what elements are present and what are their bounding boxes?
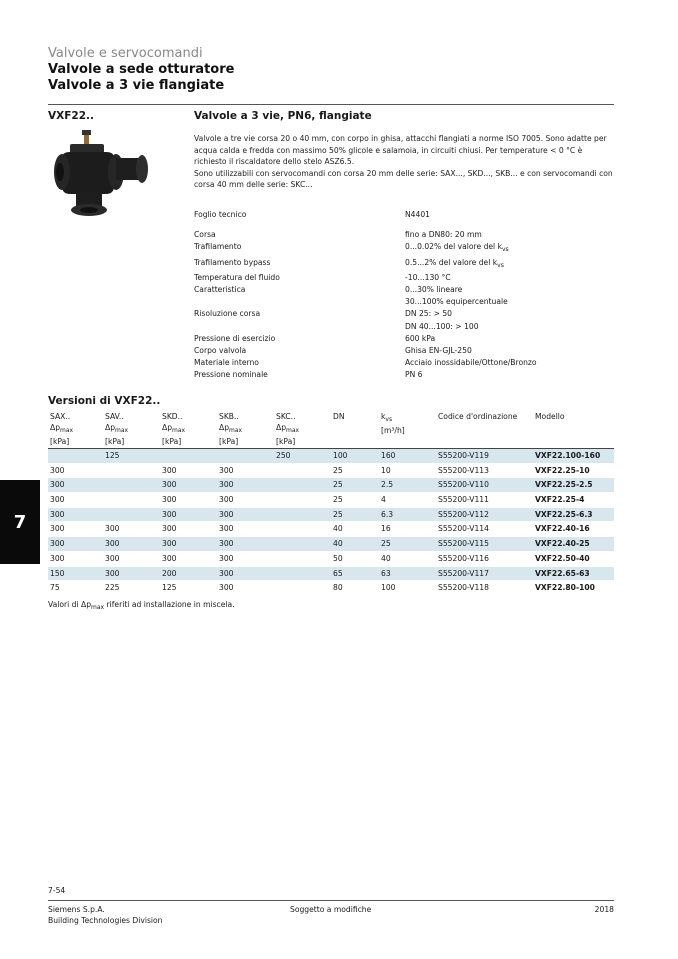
spec-value: DN 25: > 50 [405,309,453,319]
spec-row [194,333,614,345]
cell-dn: 25 [333,480,343,490]
cell-sav: 300 [105,568,120,578]
spec-label: Pressione nominale [194,370,268,380]
header-skd: SKD.. $\Delta p_{max}$ [kPa] [162,412,186,446]
cell-skc [276,493,333,507]
spec-value: Acciaio inossidabile/Ottone/Bronzo [405,358,537,368]
footer-divider [48,900,614,901]
cell-kvs: 63 [381,568,391,578]
spec-value: 0.5...2% del valore del $k_{vs}$ [405,257,504,269]
footer-company-name: Siemens S.p.A. [48,905,105,914]
cell-skd: 300 [162,553,177,563]
header-model: Modello [535,412,565,421]
cell-skc [276,478,333,492]
footer-company [48,905,163,926]
cell-sav: 225 [105,583,120,593]
cell-code: S55200-V114 [438,524,489,534]
header-divider [48,104,614,105]
cell-sax: 300 [50,480,65,490]
header-sav: SAV.. $\Delta p_{max}$ [kPa] [105,412,129,446]
cell-sax: 300 [50,495,65,505]
cell-code: S55200-V118 [438,583,489,593]
cell-kvs: 6.3 [381,509,394,519]
cell-skb [219,449,276,463]
cell-skd [162,449,219,463]
spec-value: 600 kPa [405,333,436,343]
table-row [48,537,614,552]
cell-skd: 200 [162,568,177,578]
cell-skc [276,522,333,536]
cell-kvs: 16 [381,524,391,534]
cell-sax: 150 [50,568,65,578]
spec-label: Corpo valvola [194,346,247,356]
cell-skb: 300 [219,583,234,593]
cell-dn: 25 [333,509,343,519]
cell-skd: 300 [162,495,177,505]
cell-sax: 300 [50,539,65,549]
cell-kvs: 160 [381,451,396,460]
cell-sav [105,464,162,478]
spec-row [194,296,614,308]
table-row [48,508,614,523]
chapter-tab: 7 [0,480,40,564]
cell-kvs: 40 [381,553,391,563]
spec-row [194,272,614,284]
cell-code: S55200-V113 [438,465,489,475]
spec-row [194,308,614,320]
spec-label: Trafilamento [194,242,242,252]
header-kvs: $k_{vs}$ [m³/h] [381,412,405,435]
cell-code: S55200-V119 [438,451,489,460]
cell-model: VXF22.65-63 [535,568,590,578]
page-header [48,46,614,94]
spec-list [194,209,614,382]
cell-sax: 300 [50,465,65,475]
cell-dn: 25 [333,495,343,505]
cell-skc [276,508,333,522]
header-order-code: Codice d'ordinazione [438,412,518,421]
spec-value: N4401 [405,210,431,219]
header-skc: SKC.. $\Delta p_{max}$ [kPa] [276,412,300,446]
cell-model: VXF22.25-2.5 [535,480,593,490]
cell-model: VXF22.50-40 [535,553,590,563]
cell-skb: 300 [219,524,234,534]
cell-sax: 300 [50,509,65,519]
cell-model: VXF22.40-25 [535,539,590,549]
spec-row [194,345,614,357]
spec-label: Corsa [194,230,216,240]
cell-skb: 300 [219,480,234,490]
table-row [48,567,614,582]
cell-dn: 80 [333,583,343,593]
table-row [48,552,614,567]
cell-code: S55200-V110 [438,480,489,490]
cell-sax: 300 [50,553,65,563]
valve-product-image [48,128,158,223]
table-row [48,522,614,537]
cell-dn: 40 [333,539,343,549]
spec-label: Trafilamento bypass [194,257,271,267]
cell-kvs: 4 [381,495,386,505]
spec-label: Materiale interno [194,358,259,368]
cell-skb: 300 [219,495,234,505]
table-row [48,581,614,596]
cell-sav [105,508,162,522]
cell-sav: 300 [105,553,120,563]
cell-skd: 125 [162,583,177,593]
spec-row [194,321,614,333]
spec-row [194,369,614,381]
cell-code: S55200-V112 [438,509,489,519]
table-header [48,411,614,449]
spec-value: DN 40...100: > 100 [405,321,479,331]
cell-skd: 300 [162,524,177,534]
cell-skb: 300 [219,568,234,578]
table-row [48,449,614,464]
spec-label: Temperatura del fluido [194,272,280,282]
footer-division: Building Technologies Division [48,915,163,925]
cell-skc [276,567,333,581]
table-row [48,478,614,493]
header-title-1: Valvole a sede otturatore [48,62,235,77]
cell-dn: 50 [333,553,343,563]
cell-code: S55200-V111 [438,495,489,505]
cell-sax: 300 [50,524,65,534]
cell-sav: 300 [105,524,120,534]
spec-label: Pressione di esercizio [194,333,276,343]
cell-code: S55200-V116 [438,553,489,563]
cell-skc [276,552,333,566]
description-paragraph-1: Valvole a tre vie corsa 20 o 40 mm, con corpo in ghisa, attacchi flangiati a norme ISO 7005. Sono adatte per acqua calda e fredda con massimo 50% glicole e salamoia, in circuiti chiusi. Per temperature < 0 °C è richiesto il riscaldatore dello stelo ASZ6.5. [194,134,607,167]
spec-row [194,209,614,221]
spec-row [194,229,614,241]
cell-sav: 125 [105,451,120,460]
cell-kvs: 10 [381,465,391,475]
header-category: Valvole e servocomandi [48,46,203,61]
spec-value: 0...30% lineare [405,285,463,295]
spec-row [194,357,614,369]
spec-value: 30...100% equipercentuale [405,297,508,307]
spec-value: fino a DN80: 20 mm [405,230,482,240]
cell-code: S55200-V115 [438,539,489,549]
footer-note: Soggetto a modifiche [290,905,372,914]
header-dn: DN [333,412,345,421]
cell-skc [276,537,333,551]
spec-value: 0...0.02% del valore del $k_{vs}$ [405,242,509,254]
cell-kvs: 2.5 [381,480,394,490]
product-code: VXF22.. [48,110,94,122]
cell-sav: 300 [105,539,120,549]
cell-skb: 300 [219,539,234,549]
cell-model: VXF22.25-4 [535,495,585,505]
versions-table [48,411,614,611]
table-note: Valori di $\Delta p_{max}$ riferiti ad installazione in miscela. [48,599,235,611]
cell-model: VXF22.80-100 [535,583,595,593]
cell-skd: 300 [162,465,177,475]
footer-year: 2018 [594,905,614,914]
cell-skc [276,464,333,478]
table-row [48,464,614,479]
spec-value: PN 6 [405,370,423,380]
cell-sav [105,478,162,492]
spec-label: Risoluzione corsa [194,309,261,319]
spec-value: Ghisa EN-GJL-250 [405,346,472,356]
cell-skc [276,581,333,595]
product-description [194,133,616,191]
spec-label: Foglio tecnico [194,210,247,219]
header-title-2: Valvole a 3 vie flangiate [48,78,225,93]
spec-row [194,284,614,296]
cell-sax [48,449,105,463]
cell-dn: 65 [333,568,343,578]
cell-dn: 40 [333,524,343,534]
cell-skb: 300 [219,465,234,475]
spec-row [194,241,614,256]
cell-skd: 300 [162,480,177,490]
cell-dn: 25 [333,465,343,475]
product-subtitle: Valvole a 3 vie, PN6, flangiate [194,110,372,122]
cell-skb: 300 [219,553,234,563]
table-row [48,493,614,508]
cell-model: VXF22.25-10 [535,465,590,475]
cell-skb: 300 [219,509,234,519]
header-skb: SKB.. $\Delta p_{max}$ [kPa] [219,412,243,446]
cell-code: S55200-V117 [438,568,489,578]
cell-skd: 300 [162,539,177,549]
spec-value: -10...130 °C [405,272,451,282]
spec-row [194,257,614,272]
header-sax: SAX.. $\Delta p_{max}$ [kPa] [50,412,74,446]
cell-dn: 100 [333,451,348,460]
cell-sav [105,493,162,507]
cell-model: VXF22.40-16 [535,524,590,534]
cell-skc: 250 [276,451,291,460]
description-paragraph-2: Sono utilizzabili con servocomandi con corsa 20 mm delle serie: SAX..., SKD..., SKB... e con servocomandi con corsa 40 mm delle serie: SKC... [194,168,613,190]
cell-kvs: 25 [381,539,391,549]
cell-skd: 300 [162,509,177,519]
cell-kvs: 100 [381,583,396,593]
cell-model: VXF22.25-6.3 [535,509,593,519]
versions-title: Versioni di VXF22.. [48,395,161,407]
cell-sax: 75 [50,583,60,593]
spec-label: Caratteristica [194,285,246,295]
table-body [48,449,614,596]
page-number: 7-54 [48,886,66,895]
cell-model: VXF22.100-160 [535,451,601,460]
